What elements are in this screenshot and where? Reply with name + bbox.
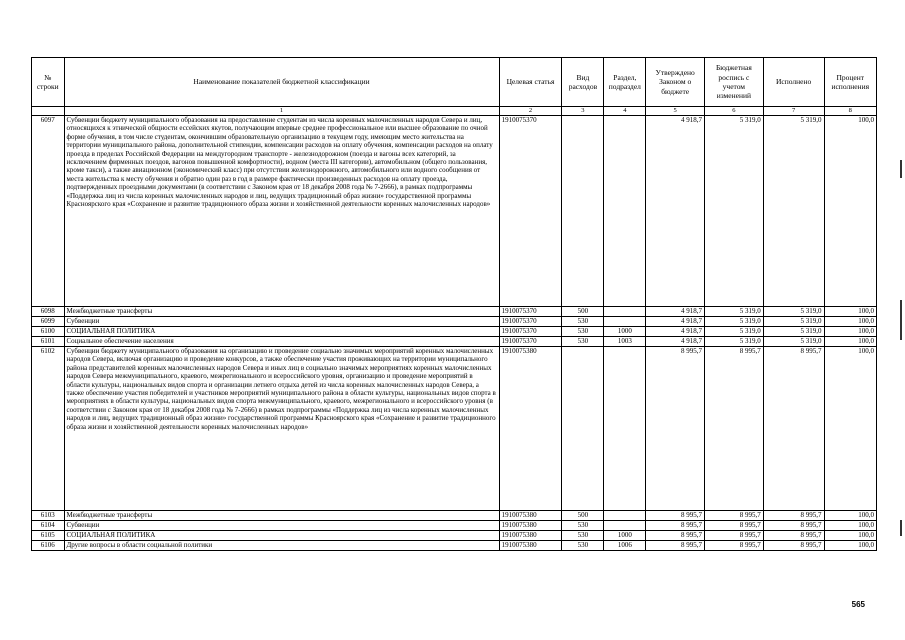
row-approved: 8 995,7 [646, 347, 705, 511]
row-percent: 100,0 [824, 521, 876, 531]
row-target: 1910075370 [499, 317, 562, 327]
row-section: 1000 [604, 327, 646, 337]
header-expense-type: Вид расходов [562, 58, 604, 107]
header-target-article: Целевая статья [499, 58, 562, 107]
row-name: СОЦИАЛЬНАЯ ПОЛИТИКА [64, 327, 499, 337]
row-number: 6099 [32, 317, 65, 327]
row-section [604, 521, 646, 531]
colnum: 5 [646, 107, 705, 116]
row-approved: 8 995,7 [646, 541, 705, 551]
row-approved: 4 918,7 [646, 116, 705, 307]
row-target: 1910075380 [499, 511, 562, 521]
row-executed: 8 995,7 [763, 531, 824, 541]
header-row-number: № строки [32, 58, 65, 107]
row-type: 500 [562, 511, 604, 521]
table-row [32, 531, 877, 541]
row-section [604, 307, 646, 317]
row-approved: 8 995,7 [646, 511, 705, 521]
header-approved: Утверждено Законом о бюджете [646, 58, 705, 107]
row-percent: 100,0 [824, 337, 876, 347]
row-type: 530 [562, 337, 604, 347]
header-executed: Исполнено [763, 58, 824, 107]
row-percent: 100,0 [824, 511, 876, 521]
row-name: Субвенции бюджету муниципального образования на предоставление студентам из числа коренных малочисленных народов Севера и лиц, относящихся к этнической общности ессейских якутов, получающим впервые среднее профессиональное или высшее образование по очной форме обучения, в том числе студентам, окончившим образовательную организацию в текущем году, имеющим место жительства на территории муниципального района, дополнительной стипендии, компенсации расходов на оплату обучения, компенсации расходов на оплату проезда в пределах Российской Федерации на междугородном транспорте - железнодорожном (поезда и вагоны всех категорий, за исключением фирменных поездов, вагонов повышенной комфортности), водном (места III категории), автомобильном (общего пользования, кроме такси), а также авиационном (экономический класс) при отсутствии железнодорожного, автомобильного или водного сообщения от места жительства к месту обучения и обратно один раз в год в размере фактически произведенных расходов на оплату проезда, подтвержденных проездными документами (в соответствии с Законом края от 18 декабря 2008 года № 7-2666), в рамках подпрограммы «Поддержка лиц из числа коренных малочисленных народов и лиц, ведущих традиционный образ жизни» государственной программы Красноярского края «Сохранение и развитие традиционного образа жизни и хозяйственной деятельности коренных малочисленных народов» [64, 116, 499, 307]
table-row [32, 327, 877, 337]
table-row [32, 521, 877, 531]
row-target: 1910075380 [499, 521, 562, 531]
page-number: 565 [851, 600, 865, 609]
row-target: 1910075370 [499, 307, 562, 317]
row-name: Субвенции [64, 317, 499, 327]
row-percent: 100,0 [824, 531, 876, 541]
row-approved: 4 918,7 [646, 307, 705, 317]
row-approved: 4 918,7 [646, 327, 705, 337]
row-type [562, 347, 604, 511]
row-type: 530 [562, 521, 604, 531]
row-executed: 8 995,7 [763, 511, 824, 521]
scan-edge-mark [900, 520, 902, 536]
row-budget: 5 319,0 [705, 317, 764, 327]
row-approved: 4 918,7 [646, 337, 705, 347]
row-number: 6105 [32, 531, 65, 541]
row-target: 1910075370 [499, 116, 562, 307]
row-target: 1910075370 [499, 337, 562, 347]
column-number-row [32, 107, 877, 116]
row-name: Субвенции [64, 521, 499, 531]
row-approved: 8 995,7 [646, 521, 705, 531]
table-row [32, 307, 877, 317]
row-approved: 4 918,7 [646, 317, 705, 327]
row-budget: 8 995,7 [705, 347, 764, 511]
table-header-row [32, 58, 877, 107]
row-name: Социальное обеспечение населения [64, 337, 499, 347]
header-name: Наименование показателей бюджетной классификации [64, 58, 499, 107]
row-type [562, 116, 604, 307]
colnum-blank [32, 107, 65, 116]
row-target: 1910075370 [499, 327, 562, 337]
row-type: 530 [562, 531, 604, 541]
row-executed: 8 995,7 [763, 541, 824, 551]
scan-edge-mark [900, 160, 902, 178]
colnum: 8 [824, 107, 876, 116]
colnum: 4 [604, 107, 646, 116]
row-section: 1006 [604, 541, 646, 551]
row-executed: 5 319,0 [763, 327, 824, 337]
colnum: 2 [499, 107, 562, 116]
row-budget: 8 995,7 [705, 531, 764, 541]
row-budget: 5 319,0 [705, 337, 764, 347]
row-section [604, 317, 646, 327]
row-executed: 8 995,7 [763, 347, 824, 511]
row-name: Межбюджетные трансферты [64, 511, 499, 521]
header-section: Раздел, подраздел [604, 58, 646, 107]
row-section [604, 347, 646, 511]
colnum: 6 [705, 107, 764, 116]
row-budget: 5 319,0 [705, 327, 764, 337]
header-budget-list: Бюджетная роспись с учетом изменений [705, 58, 764, 107]
table-row [32, 347, 877, 511]
row-target: 1910075380 [499, 531, 562, 541]
row-percent: 100,0 [824, 327, 876, 337]
row-budget: 5 319,0 [705, 307, 764, 317]
budget-table [31, 57, 877, 551]
row-target: 1910075380 [499, 541, 562, 551]
row-budget: 5 319,0 [705, 116, 764, 307]
table-row [32, 116, 877, 307]
row-number: 6102 [32, 347, 65, 511]
table-row [32, 317, 877, 327]
table-row [32, 511, 877, 521]
table-row [32, 541, 877, 551]
row-percent: 100,0 [824, 541, 876, 551]
row-budget: 8 995,7 [705, 521, 764, 531]
row-name: Другие вопросы в области социальной политики [64, 541, 499, 551]
row-budget: 8 995,7 [705, 511, 764, 521]
colnum: 7 [763, 107, 824, 116]
row-type: 530 [562, 327, 604, 337]
row-executed: 5 319,0 [763, 116, 824, 307]
header-percent: Процент исполнения [824, 58, 876, 107]
row-type: 530 [562, 541, 604, 551]
row-percent: 100,0 [824, 307, 876, 317]
row-executed: 5 319,0 [763, 307, 824, 317]
row-executed: 8 995,7 [763, 521, 824, 531]
row-number: 6104 [32, 521, 65, 531]
colnum: 3 [562, 107, 604, 116]
row-name: Субвенции бюджету муниципального образования на организацию и проведение социально значимых мероприятий коренных малочисленных народов Севера, включая организацию и проведение конкурсов, а также обеспечение участия проживающих на территории муниципального района представителей коренных малочисленных народов Севера и иных лиц в социально значимых мероприятиях коренных малочисленных народов Севера межмуниципального, краевого, межрегионального и всероссийского уровня, организацию и проведение мероприятий в области культуры, национальных видов спорта и организации летнего отдыха детей из числа коренных малочисленных народов Севера, а также обеспечение участия победителей и участников мероприятий муниципального района в области культуры, национальных видов спорта в мероприятиях в области культуры, национальных видов спорта межмуниципального, краевого, межрегионального и всероссийского уровня (в соответствии с Законом края от 18 декабря 2008 года № 7-2666) в рамках подпрограммы «Поддержка лиц из числа коренных малочисленных народов и лиц, ведущих традиционный образ жизни» государственной программы Красноярского края «Сохранение и развитие традиционного образа жизни и хозяйственной деятельности коренных малочисленных народов» [64, 347, 499, 511]
row-number: 6101 [32, 337, 65, 347]
row-type: 530 [562, 317, 604, 327]
row-number: 6100 [32, 327, 65, 337]
row-percent: 100,0 [824, 317, 876, 327]
row-section [604, 116, 646, 307]
row-approved: 8 995,7 [646, 531, 705, 541]
colnum: 1 [64, 107, 499, 116]
row-percent: 100,0 [824, 116, 876, 307]
row-percent: 100,0 [824, 347, 876, 511]
row-executed: 5 319,0 [763, 317, 824, 327]
row-section [604, 511, 646, 521]
scan-edge-mark [900, 300, 902, 340]
row-number: 6098 [32, 307, 65, 317]
row-number: 6106 [32, 541, 65, 551]
row-number: 6103 [32, 511, 65, 521]
row-section: 1003 [604, 337, 646, 347]
row-name: СОЦИАЛЬНАЯ ПОЛИТИКА [64, 531, 499, 541]
row-number: 6097 [32, 116, 65, 307]
row-section: 1000 [604, 531, 646, 541]
row-name: Межбюджетные трансферты [64, 307, 499, 317]
row-budget: 8 995,7 [705, 541, 764, 551]
row-target: 1910075380 [499, 347, 562, 511]
row-type: 500 [562, 307, 604, 317]
row-executed: 5 319,0 [763, 337, 824, 347]
table-row [32, 337, 877, 347]
